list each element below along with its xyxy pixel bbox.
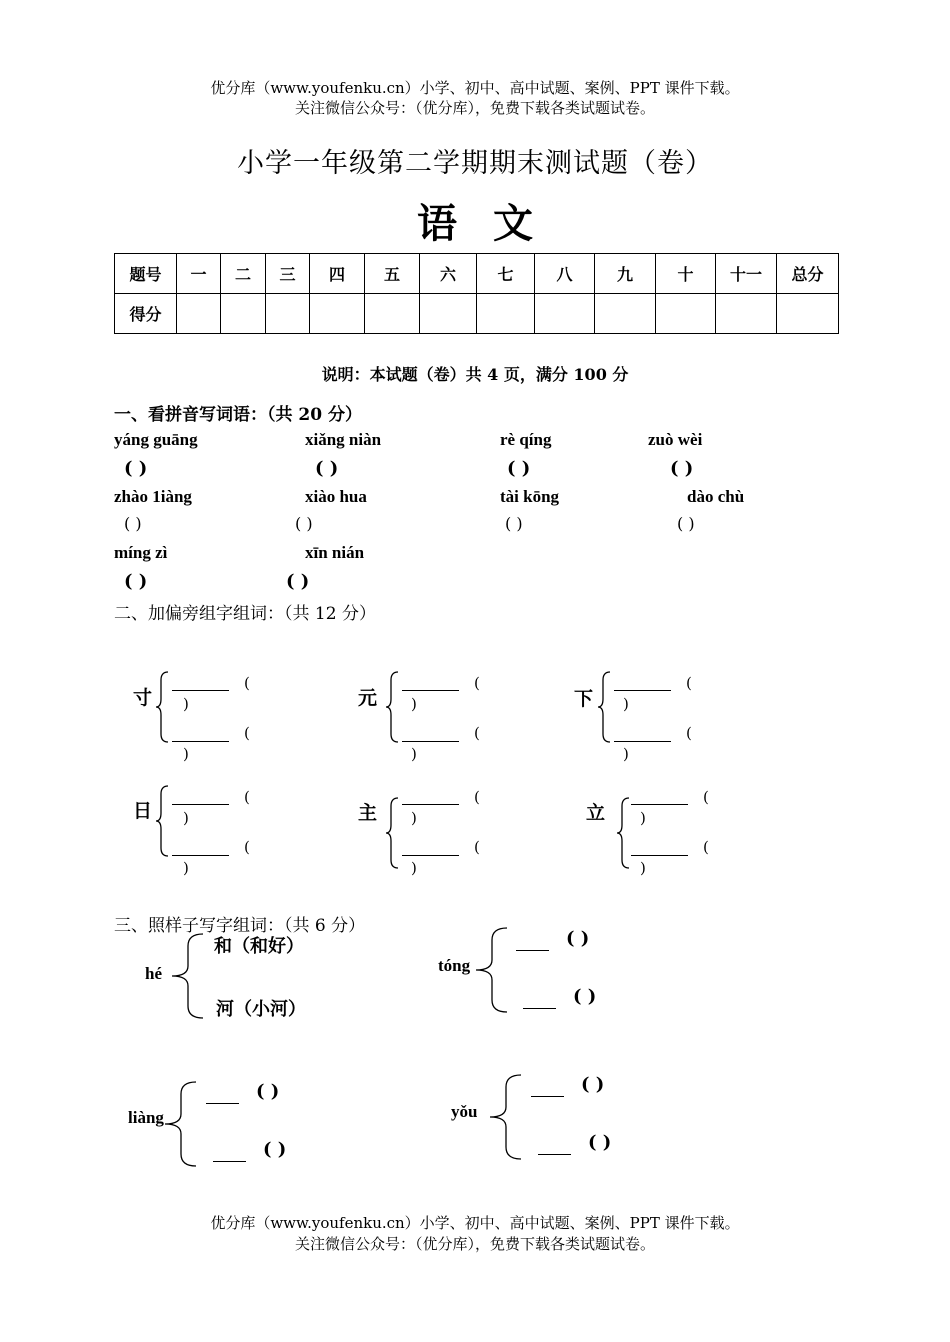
pinyin-item: xiào hua bbox=[305, 487, 367, 506]
pinyin-item: yáng guāng bbox=[114, 430, 198, 449]
answer-paren[interactable]: ( ) bbox=[124, 514, 142, 533]
subject-title: 语文 bbox=[417, 200, 569, 247]
open-paren: ( bbox=[244, 724, 250, 742]
pinyin-item: tài kōng bbox=[500, 487, 560, 506]
blank-line[interactable] bbox=[523, 1008, 556, 1009]
score-cell[interactable] bbox=[310, 294, 365, 334]
score-col-7: 七 bbox=[477, 254, 535, 294]
blank-line[interactable] bbox=[402, 741, 459, 742]
blank-line[interactable] bbox=[402, 804, 459, 805]
pinyin-item: míng zì bbox=[114, 543, 168, 562]
close-paren: ) bbox=[183, 859, 189, 877]
score-cell[interactable] bbox=[477, 294, 535, 334]
radical-char: 元 bbox=[358, 687, 378, 709]
close-paren: ) bbox=[411, 859, 417, 877]
answer-paren[interactable]: ( ) bbox=[256, 1081, 280, 1102]
score-col-11: 十一 bbox=[716, 254, 777, 294]
open-paren: ( bbox=[244, 838, 250, 856]
pinyin-item: xīn nián bbox=[305, 543, 365, 562]
open-paren: ( bbox=[244, 788, 250, 806]
blank-line[interactable] bbox=[172, 690, 229, 691]
answer-paren[interactable]: ( ) bbox=[588, 1132, 612, 1153]
score-table-label-score: 得分 bbox=[115, 294, 177, 334]
answer-paren[interactable]: ( ) bbox=[505, 514, 523, 533]
score-col-6: 六 bbox=[420, 254, 477, 294]
score-cell[interactable] bbox=[535, 294, 595, 334]
exam-title: 小学一年级第二学期期末测试题（卷） bbox=[237, 148, 713, 179]
close-paren: ) bbox=[640, 809, 646, 827]
open-paren: ( bbox=[703, 838, 709, 856]
answer-paren[interactable]: ( ) bbox=[670, 458, 694, 479]
left-brace-icon bbox=[616, 797, 630, 869]
left-brace-icon bbox=[488, 1074, 522, 1160]
answer-paren[interactable]: ( ) bbox=[507, 458, 531, 479]
blank-line[interactable] bbox=[402, 690, 459, 691]
open-paren: ( bbox=[686, 724, 692, 742]
blank-line[interactable] bbox=[172, 741, 229, 742]
score-cell[interactable] bbox=[221, 294, 266, 334]
left-brace-icon bbox=[474, 927, 508, 1013]
header-line-2: 关注微信公众号：（优分库），免费下载各类试题试卷。 bbox=[294, 99, 655, 117]
blank-line[interactable] bbox=[538, 1154, 571, 1155]
footer-line-2: 关注微信公众号：（优分库），免费下载各类试题试卷。 bbox=[294, 1235, 655, 1253]
radical-char: 日 bbox=[133, 800, 153, 822]
answer-paren[interactable]: ( ) bbox=[124, 571, 148, 592]
score-cell[interactable] bbox=[656, 294, 716, 334]
answer-paren[interactable]: ( ) bbox=[295, 514, 313, 533]
blank-line[interactable] bbox=[631, 804, 688, 805]
score-table-label-question: 题号 bbox=[115, 254, 177, 294]
pinyin-item: xiǎng niàn bbox=[305, 430, 382, 449]
open-paren: ( bbox=[474, 724, 480, 742]
score-col-8: 八 bbox=[535, 254, 595, 294]
left-brace-icon bbox=[385, 671, 399, 743]
example-word: 河（小河） bbox=[216, 999, 306, 1020]
close-paren: ) bbox=[183, 809, 189, 827]
score-cell[interactable] bbox=[716, 294, 777, 334]
pinyin-item: zhào 1iàng bbox=[114, 487, 192, 506]
open-paren: ( bbox=[474, 674, 480, 692]
score-col-9: 九 bbox=[595, 254, 656, 294]
score-col-1: 一 bbox=[177, 254, 221, 294]
score-col-4: 四 bbox=[310, 254, 365, 294]
section2-heading: 二、加偏旁组字组词：（共 12 分） bbox=[114, 604, 376, 624]
score-cell[interactable] bbox=[595, 294, 656, 334]
pinyin-item: dào chù bbox=[687, 487, 745, 506]
answer-paren[interactable]: ( ) bbox=[286, 571, 310, 592]
blank-line[interactable] bbox=[631, 855, 688, 856]
example-pinyin: hé bbox=[145, 964, 162, 983]
close-paren: ) bbox=[183, 695, 189, 713]
open-paren: ( bbox=[474, 788, 480, 806]
score-col-3: 三 bbox=[266, 254, 310, 294]
close-paren: ) bbox=[183, 745, 189, 763]
score-table-score-row bbox=[115, 294, 839, 334]
answer-paren[interactable]: ( ) bbox=[573, 986, 597, 1007]
score-table bbox=[114, 253, 839, 334]
left-brace-icon bbox=[385, 797, 399, 869]
section1-heading: 一、看拼音写词语：（共 20 分） bbox=[114, 405, 362, 425]
open-paren: ( bbox=[474, 838, 480, 856]
close-paren: ) bbox=[640, 859, 646, 877]
close-paren: ) bbox=[411, 695, 417, 713]
close-paren: ) bbox=[411, 809, 417, 827]
answer-paren[interactable]: ( ) bbox=[677, 514, 695, 533]
answer-paren[interactable]: ( ) bbox=[566, 928, 590, 949]
pinyin-item: zuò wèi bbox=[648, 430, 703, 449]
example-word: 和（和好） bbox=[214, 936, 304, 957]
blank-line[interactable] bbox=[213, 1161, 246, 1162]
exercise-pinyin: liàng bbox=[128, 1108, 164, 1127]
radical-char: 寸 bbox=[133, 687, 153, 709]
footer-line-1: 优分库（www.youfenku.cn）小学、初中、高中试题、案例、PPT 课件下载。 bbox=[210, 1214, 740, 1232]
close-paren: ) bbox=[623, 745, 629, 763]
blank-line[interactable] bbox=[614, 690, 671, 691]
score-col-2: 二 bbox=[221, 254, 266, 294]
open-paren: ( bbox=[686, 674, 692, 692]
score-table-header-row bbox=[115, 254, 839, 294]
left-brace-icon bbox=[170, 933, 204, 1019]
blank-line[interactable] bbox=[614, 741, 671, 742]
blank-line[interactable] bbox=[172, 855, 229, 856]
header-line-1: 优分库（www.youfenku.cn）小学、初中、高中试题、案例、PPT 课件下载。 bbox=[210, 79, 740, 97]
radical-char: 主 bbox=[358, 802, 378, 824]
exercise-pinyin: tóng bbox=[438, 956, 471, 975]
radical-char: 立 bbox=[586, 802, 606, 824]
left-brace-icon bbox=[155, 785, 169, 857]
answer-paren[interactable]: ( ) bbox=[124, 458, 148, 479]
blank-line[interactable] bbox=[402, 855, 459, 856]
exam-note: 说明：本试题（卷）共 4 页，满分 100 分 bbox=[321, 365, 629, 384]
blank-line[interactable] bbox=[516, 950, 549, 951]
close-paren: ) bbox=[411, 745, 417, 763]
left-brace-icon bbox=[155, 671, 169, 743]
open-paren: ( bbox=[703, 788, 709, 806]
score-cell[interactable] bbox=[777, 294, 839, 334]
answer-paren[interactable]: ( ) bbox=[581, 1074, 605, 1095]
blank-line[interactable] bbox=[531, 1096, 564, 1097]
section3-heading: 三、照样子写字组词：（共 6 分） bbox=[114, 916, 366, 936]
exercise-pinyin: yǒu bbox=[451, 1102, 478, 1121]
score-col-5: 五 bbox=[365, 254, 420, 294]
score-col-total: 总分 bbox=[777, 254, 839, 294]
answer-paren[interactable]: ( ) bbox=[315, 458, 339, 479]
left-brace-icon bbox=[597, 671, 611, 743]
score-cell[interactable] bbox=[365, 294, 420, 334]
score-cell[interactable] bbox=[177, 294, 221, 334]
open-paren: ( bbox=[244, 674, 250, 692]
score-col-10: 十 bbox=[656, 254, 716, 294]
left-brace-icon bbox=[163, 1081, 197, 1167]
close-paren: ) bbox=[623, 695, 629, 713]
score-cell[interactable] bbox=[420, 294, 477, 334]
blank-line[interactable] bbox=[206, 1103, 239, 1104]
score-cell[interactable] bbox=[266, 294, 310, 334]
blank-line[interactable] bbox=[172, 804, 229, 805]
radical-char: 下 bbox=[574, 688, 594, 710]
answer-paren[interactable]: ( ) bbox=[263, 1139, 287, 1160]
pinyin-item: rè qíng bbox=[500, 430, 552, 449]
